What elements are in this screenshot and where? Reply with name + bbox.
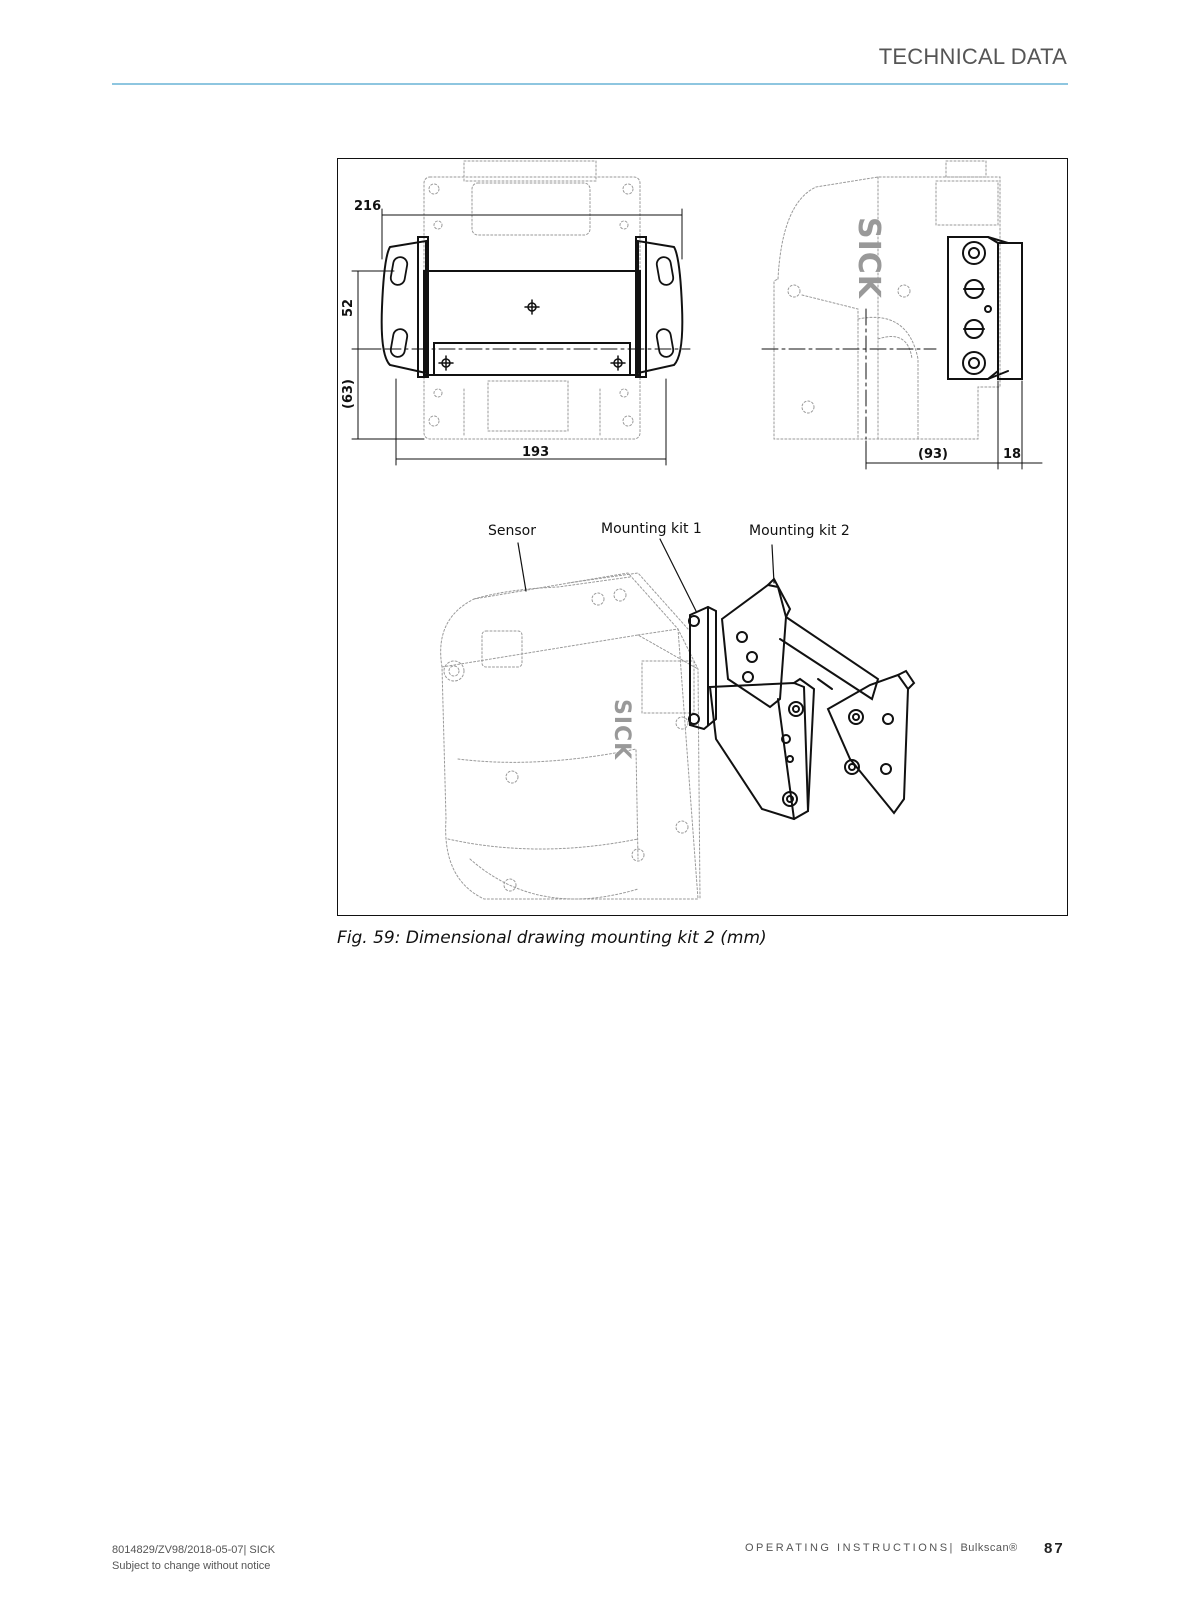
dimension-93: (93) (918, 447, 948, 462)
footer-notice: Subject to change without notice (112, 1560, 271, 1572)
front-view (352, 161, 690, 465)
technical-drawing (338, 159, 1069, 917)
footer-left (112, 1542, 275, 1574)
dimension-193: 193 (522, 445, 550, 460)
page-number: 87 (1044, 1540, 1065, 1557)
dimension-18: 18 (1003, 447, 1022, 462)
dimensional-drawing-figure (337, 158, 1068, 916)
sensor-brand-lettering-iso: SICK (609, 699, 634, 761)
footer-center (745, 1542, 1018, 1554)
page-header-title: TECHNICAL DATA (878, 44, 1067, 69)
footer-doc-id: 8014829/ZV98/2018-05-07| SICK (112, 1544, 276, 1556)
dimension-216: 216 (354, 199, 382, 214)
mounting-kit-2-drawing (710, 579, 914, 819)
callout-mounting-kit-2: Mounting kit 2 (749, 523, 850, 539)
header-rule (112, 83, 1068, 85)
callout-sensor: Sensor (488, 523, 536, 539)
dimension-63: (63) (341, 379, 356, 409)
side-view (762, 161, 1042, 469)
figure-caption: Fig. 59: Dimensional drawing mounting kit 2 (mm) (337, 928, 767, 948)
callout-mounting-kit-1: Mounting kit 1 (601, 521, 702, 537)
footer-doc-type: OPERATING INSTRUCTIONS| (745, 1542, 955, 1554)
sensor-brand-lettering-side: SICK (851, 217, 886, 300)
dimension-52: 52 (341, 298, 356, 317)
footer-product: Bulkscan® (960, 1542, 1018, 1554)
isometric-view (441, 539, 914, 899)
